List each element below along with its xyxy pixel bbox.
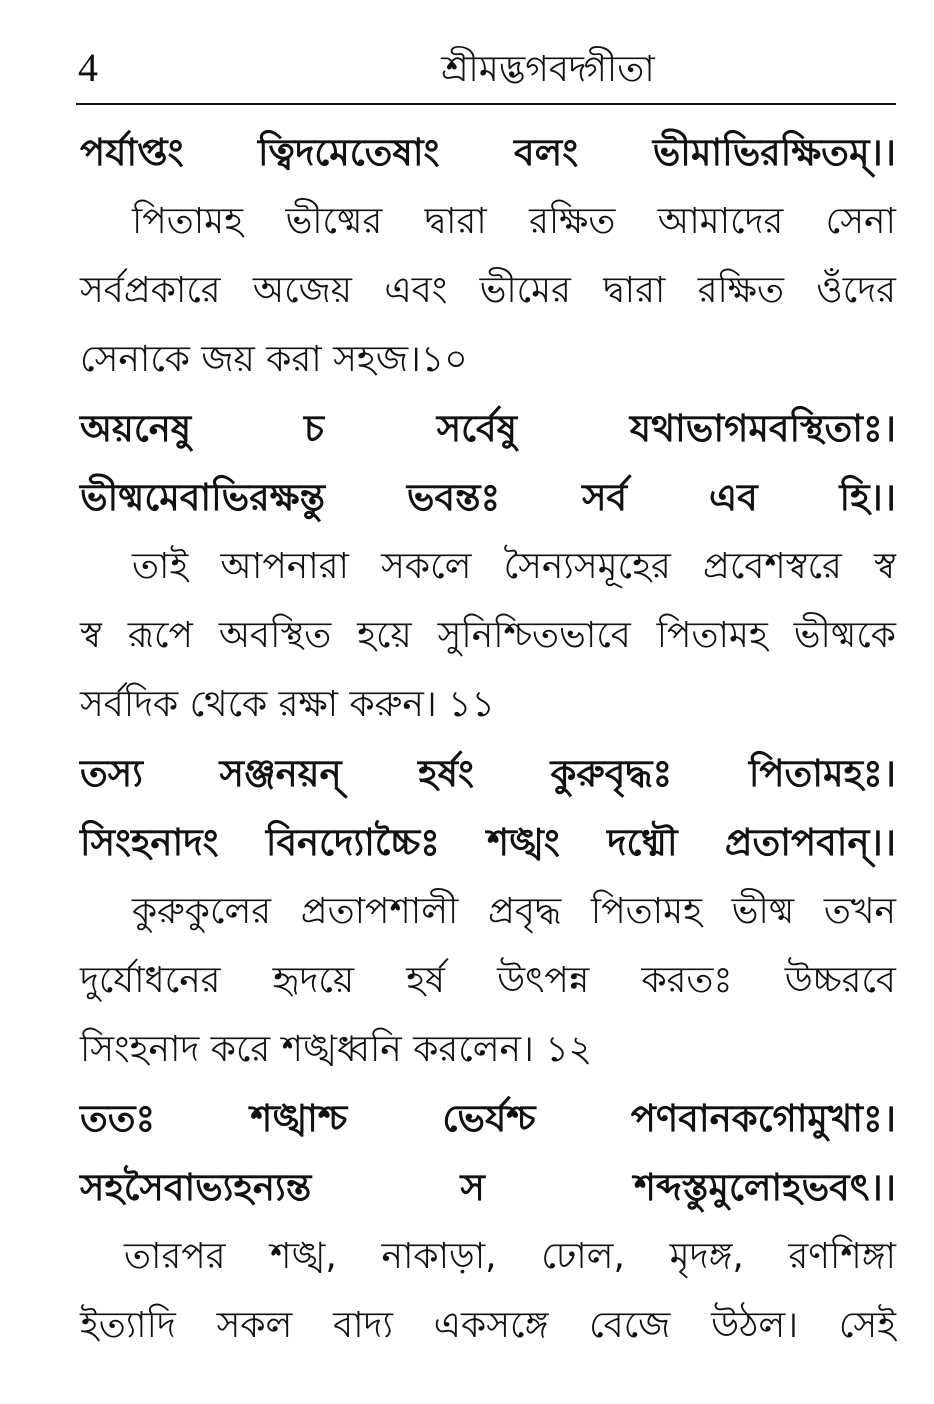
text-word: মৃদঙ্গ, (669, 1236, 744, 1277)
text-word: রূপে (127, 615, 193, 656)
text-word: অবস্থিত (218, 615, 332, 656)
text-word: ওঁদের (816, 270, 896, 311)
text-word: কুরুবৃদ্ধঃ (550, 752, 673, 795)
text-word: ভের্যশ্চ (442, 1097, 536, 1140)
text-word: হি।। (839, 476, 896, 519)
text-word: ভীমাভিরক্ষিতম্।। (652, 131, 896, 174)
text-word: হর্ষ (406, 960, 445, 1001)
text-word: স (460, 1166, 485, 1209)
text-word: পণবানকগোমুখাঃ। (630, 1097, 896, 1140)
text-word: দুর্যোধনের (80, 960, 221, 1001)
text-word: সর্ব (582, 476, 628, 519)
translation-line (80, 187, 896, 256)
text-word: ত্বিদমেতেষাং (258, 131, 440, 174)
text-word: দ্বারা (424, 201, 487, 242)
text-word: তখন (823, 891, 896, 932)
text-word: উৎপন্ন (497, 960, 590, 1001)
text-word: দধ্মৌ (607, 821, 678, 864)
verse-line (80, 118, 896, 187)
text-word: সর্বদিক থেকে রক্ষা করুন। ১১ (80, 684, 495, 725)
header-divider (76, 103, 896, 105)
page-body (80, 118, 896, 1360)
verse-line (80, 1084, 896, 1153)
text-word: উঠল। (711, 1305, 799, 1346)
text-word: তস্য (80, 752, 143, 795)
text-word: ভীষ্ম (731, 891, 795, 932)
text-word: পিতামহ (132, 201, 244, 242)
text-word: প্রবৃদ্ধ (487, 891, 562, 932)
text-word: সিংহনাদং (80, 821, 219, 864)
translation-line (80, 1291, 896, 1360)
text-word: শঙ্খাশ্চ (250, 1097, 348, 1140)
translation-line (80, 256, 896, 325)
running-title: শ্রীমদ্ভগবদ্গীতা (441, 49, 655, 90)
text-word: পিতামহ (656, 615, 768, 656)
text-word: বাদ্য (333, 1305, 393, 1346)
text-word: আপনারা (220, 546, 349, 587)
translation-line (80, 1222, 896, 1291)
text-word: অয়নেষু (80, 407, 192, 450)
sanskrit-verse (80, 739, 896, 877)
text-word: রক্ষিত (529, 201, 616, 242)
text-word: সৈন্যসমূহের (503, 546, 671, 587)
text-word: দ্বারা (603, 270, 666, 311)
text-word: রক্ষিত (697, 270, 784, 311)
bengali-translation (80, 877, 896, 1084)
translation-line (80, 877, 896, 946)
text-word: তাই (132, 546, 189, 587)
text-word: সর্বেষু (436, 407, 518, 450)
text-word: স্ব (80, 615, 102, 656)
sanskrit-verse (80, 1084, 896, 1222)
text-word: ভীষ্মের (285, 201, 383, 242)
translation-line (80, 946, 896, 1015)
text-word: ভীষ্মকে (793, 615, 896, 656)
text-word: সিংহনাদ করে শঙ্খধ্বনি করলেন। ১২ (80, 1029, 593, 1070)
text-word: স্ব (874, 546, 896, 587)
text-word: সঞ্জনয়ন্ (219, 752, 342, 795)
verse-line (80, 1153, 896, 1222)
page-header (78, 30, 896, 102)
text-word: হৃদয়ে (272, 960, 355, 1001)
sanskrit-verse (80, 118, 896, 187)
text-word: পর্যাপ্তং (80, 131, 184, 174)
text-word: করতঃ (641, 960, 733, 1001)
text-word: সকলে (381, 546, 472, 587)
text-word: হর্ষং (418, 752, 474, 795)
text-word: বলং (514, 131, 579, 174)
text-word: ভীমের (479, 270, 571, 311)
translation-line (80, 670, 896, 739)
text-word: হয়ে (357, 615, 412, 656)
text-word: সকল (216, 1305, 293, 1346)
text-word: চ (303, 407, 324, 450)
verse-line (80, 808, 896, 877)
bengali-translation (80, 187, 896, 394)
verse-line (80, 463, 896, 532)
text-word: শঙ্খ, (270, 1236, 337, 1277)
text-word: ঢোল, (541, 1236, 625, 1277)
text-word: বিনদ্যোচ্চৈঃ (265, 821, 440, 864)
text-word: সেই (838, 1305, 896, 1346)
bengali-translation (80, 1222, 896, 1360)
text-word: প্রতাপবান্।। (724, 821, 896, 864)
verse-line (80, 739, 896, 808)
text-word: ভীষ্মমেবাভিরক্ষন্তু (80, 476, 326, 519)
translation-line (80, 1015, 896, 1084)
text-word: অজেয় (252, 270, 352, 311)
text-word: একসঙ্গে (433, 1305, 549, 1346)
text-word: যথাভাগমবস্থিতাঃ। (629, 407, 896, 450)
text-word: ততঃ (80, 1097, 156, 1140)
text-word: সেনাকে জয় করা সহজ।১০ (80, 339, 468, 380)
text-word: আমাদের (657, 201, 784, 242)
text-word: পিতামহঃ। (748, 752, 896, 795)
verse-line (80, 394, 896, 463)
text-word: সর্বপ্রকারে (80, 270, 221, 311)
text-word: প্রতাপশালী (300, 891, 459, 932)
text-word: এবং (384, 270, 448, 311)
text-word: রণশিঙ্গা (788, 1236, 896, 1277)
text-word: সেনা (825, 201, 896, 242)
text-word: ভবন্তঃ (406, 476, 501, 519)
translation-line (80, 532, 896, 601)
text-word: তারপর (124, 1236, 226, 1277)
text-word: নাকাড়া, (381, 1236, 497, 1277)
text-word: সহসৈবাভ্যহন্যন্ত (80, 1166, 312, 1209)
translation-line (80, 601, 896, 670)
text-word: শঙ্খং (487, 821, 560, 864)
text-word: ইত্যাদি (80, 1305, 176, 1346)
sanskrit-verse (80, 394, 896, 532)
text-word: উচ্চরবে (784, 960, 896, 1001)
translation-line (80, 325, 896, 394)
text-word: পিতামহ (590, 891, 702, 932)
text-word: কুরুকুলের (132, 891, 272, 932)
bengali-translation (80, 532, 896, 739)
text-word: শব্দস্তুমুলোহভবৎ।। (633, 1166, 896, 1209)
text-word: সুনিশ্চিতভাবে (437, 615, 631, 656)
text-word: বেজে (589, 1305, 671, 1346)
text-word: এব (708, 476, 758, 519)
text-word: প্রবেশস্বরে (702, 546, 842, 587)
page-number: 4 (78, 45, 98, 90)
